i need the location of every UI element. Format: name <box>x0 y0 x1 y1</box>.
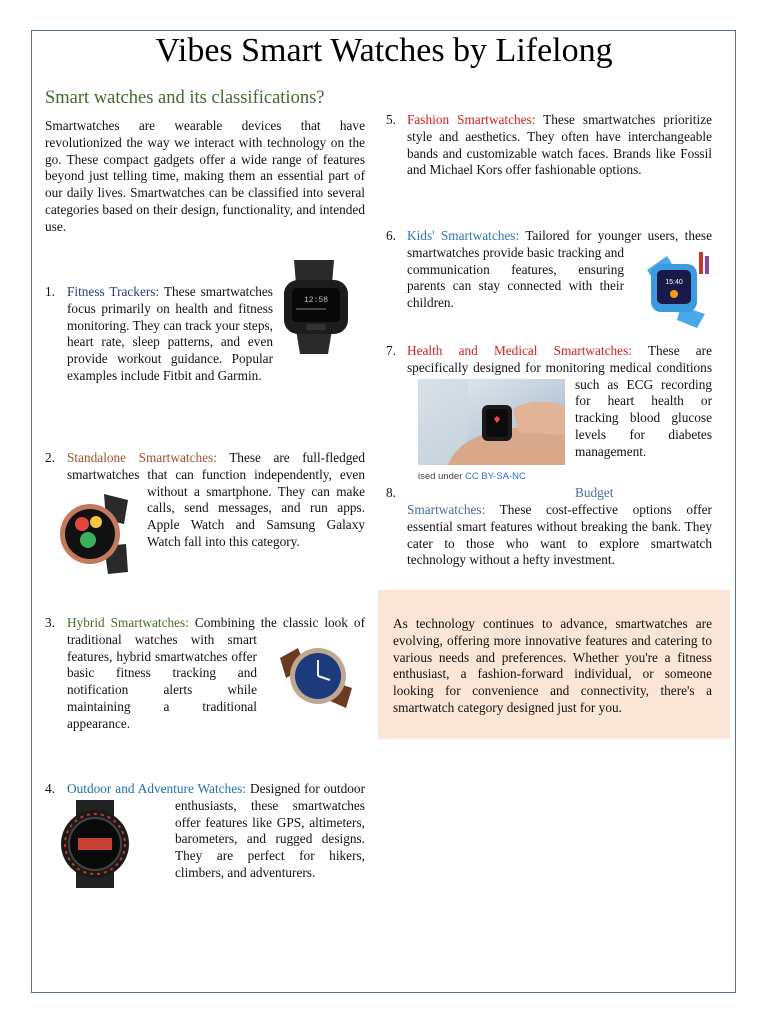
item-5-block <box>407 112 712 179</box>
intro-paragraph: Smartwatches are wearable devices that have revolutionized the way we interact with technology on the go. These compact gadgets offer a wide range of features beyond just telling time, making them an essential part of our daily lives. Smartwatches can be classified into several categories based on their design, functionality, and intended use. <box>45 118 365 234</box>
item-4-wrap: Outdoor and Adventure Watches: Designed for outdoor enthusiasts, these smartwatches offer features like GPS, altimeters, barometers, and rugged designs. They are perfect for hikers, climbers, and adventurers. <box>67 781 365 880</box>
item-number: 1. <box>45 284 55 299</box>
item-8-block <box>407 502 712 569</box>
item-heading: Smartwatches: <box>407 502 486 517</box>
item-number: 6. <box>386 228 396 243</box>
item-heading-part: Budget <box>575 485 614 500</box>
callout-text: As technology continues to advance, smartwatches are evolving, offering more innovative features and catering to various needs and preferences. Whether you're a fitness enthusiast, a fashion-forward individual, or someone looking for convenience and connectivity, there's a smartwatch category designed just for you. <box>393 616 712 715</box>
item-2-wrap: Standalone Smartwatches: These are full-fledged smartwatches that can function independently, even without a smartphone. They can make calls, send messages, and run apps. Apple Watch and Samsung Galaxy Watch fall into this category. <box>67 450 365 549</box>
page-title: Vibes Smart Watches by Lifelong <box>155 32 613 69</box>
item-heading: Fashion Smartwatches: <box>407 112 536 127</box>
item-6-wrap: Kids' Smartwatches: Tailored for younger users, these smartwatches provide basic tracking and communication features, ensuring parents can stay connected with their children. <box>407 228 712 311</box>
item-3-wrap: Hybrid Smartwatches: Combining the classic look of traditional watches with smart features, hybrid smartwatches offer basic fitness tracking and notification alerts while maintaining a traditional appearance. <box>67 615 365 731</box>
image-credit: ised under CC BY-SA-NC <box>418 471 526 482</box>
item-number: 2. <box>45 450 55 465</box>
watch-time-display: 15:40 <box>665 279 683 286</box>
watch-time-display: 12:58 <box>303 296 329 305</box>
item-1-wrap: Fitness Trackers: These smartwatches focus primarily on health and fitness monitoring. They can track your steps, heart rate, sleep patterns, and even provide workout guidance. Popular examples include Fitbit and Garmin. <box>67 284 273 383</box>
item-7-wrap: Health and Medical Smartwatches: These are specifically designed for monitoring medical conditions such as ECG recording for heart health or tracking blood glucose levels for diabetes management. <box>407 343 712 459</box>
section-subtitle: Smart watches and its classifications? <box>45 88 325 108</box>
conclusion-callout <box>378 590 730 739</box>
item-number: 4. <box>45 781 55 796</box>
item-number: 3. <box>45 615 55 630</box>
item-body: These smartwatches prioritize style and aesthetics. They often have interchangeable bands and customizable watch faces. Brands like Fossil and Michael Kors offer fashionable options. <box>407 112 712 178</box>
item-number: 8. <box>386 485 396 500</box>
item-number: 7. <box>386 343 396 358</box>
item-number: 5. <box>386 112 396 127</box>
license-link[interactable]: CC BY-SA-NC <box>465 471 526 482</box>
item-body: These cost-effective options offer essential smart features without breaking the bank. They cater to those who want to explore smartwatch technology without a hefty investment. <box>407 502 712 568</box>
